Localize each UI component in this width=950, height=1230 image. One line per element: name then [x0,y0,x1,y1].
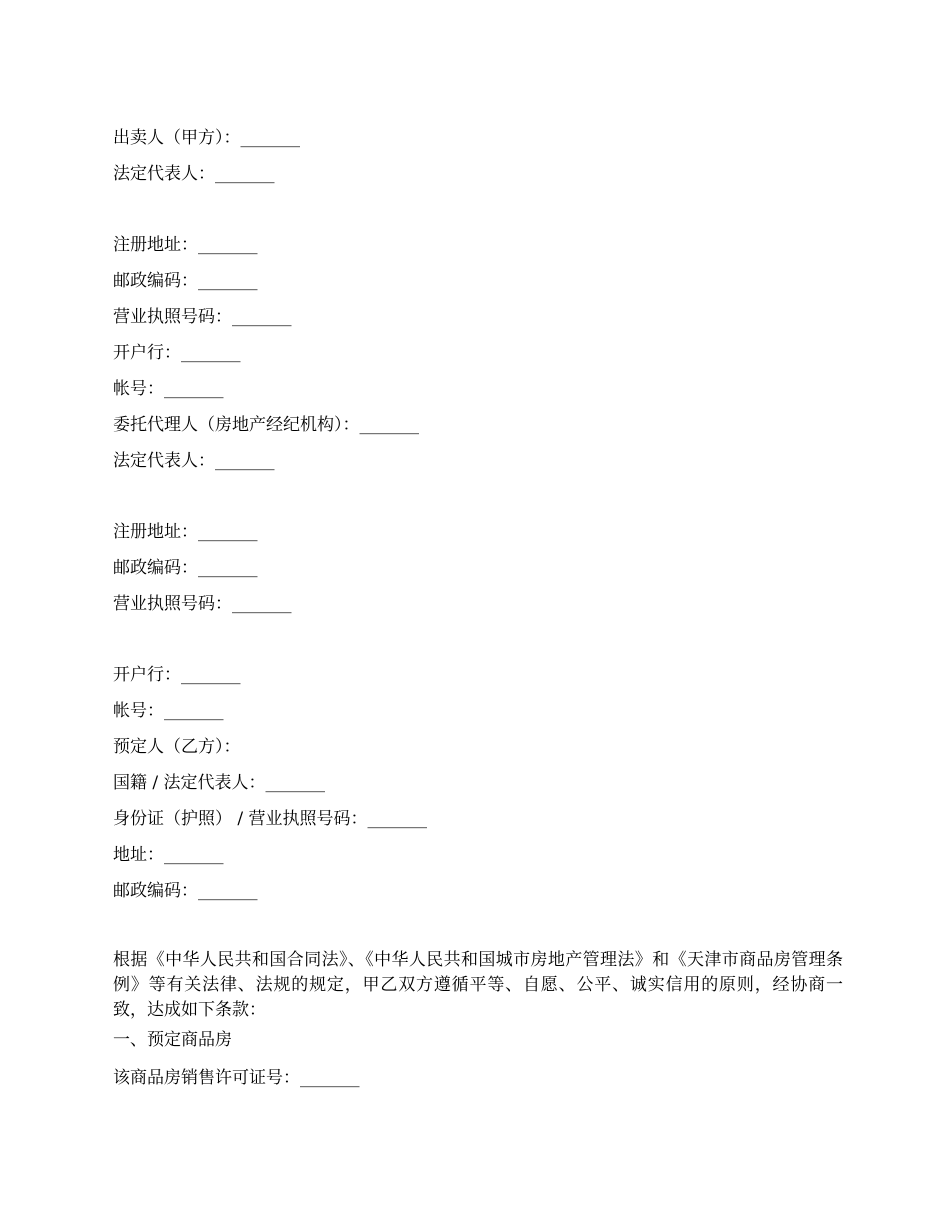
seller-license-line: 营业执照号码：_______ [113,307,292,327]
seller-postcode-line: 邮政编码：_______ [113,271,258,291]
preamble-paragraph: 根据《中华人民共和国合同法》、《中华人民共和国城市房地产管理法》和《天津市商品房管理条例》等有关法律、法规的规定，甲乙双方遵循平等、自愿、公平、诚实信用的原则，经协商一致，达成如下条款： [113,950,843,1020]
seller-bank-line: 开户行：_______ [113,343,241,363]
agent-legal-rep-line: 法定代表人：_______ [113,451,275,471]
agent-postcode-line: 邮政编码：_______ [113,558,258,578]
agent-name-line: 委托代理人（房地产经纪机构）：_______ [113,415,419,435]
agent-license-line: 营业执照号码：_______ [113,594,292,614]
seller-reg-address-line: 注册地址：_______ [113,235,258,255]
agent-bank-line: 开户行：_______ [113,665,241,685]
seller-name-line: 出卖人（甲方）：_______ [113,128,300,148]
section-1-heading: 一、预定商品房 [113,1030,232,1050]
seller-account-line: 帐号：_______ [113,379,224,399]
sales-permit-line: 该商品房销售许可证号：_______ [113,1068,360,1088]
agent-account-line: 帐号：_______ [113,701,224,721]
buyer-id-line: 身份证（护照） / 营业执照号码：_______ [113,809,428,829]
seller-legal-rep-line: 法定代表人：_______ [113,164,275,184]
buyer-name-line: 预定人（乙方）： [113,737,241,757]
buyer-address-line: 地址：_______ [113,845,224,865]
agent-reg-address-line: 注册地址：_______ [113,522,258,542]
buyer-postcode-line: 邮政编码：_______ [113,881,258,901]
buyer-nationality-line: 国籍 / 法定代表人：_______ [113,773,326,793]
